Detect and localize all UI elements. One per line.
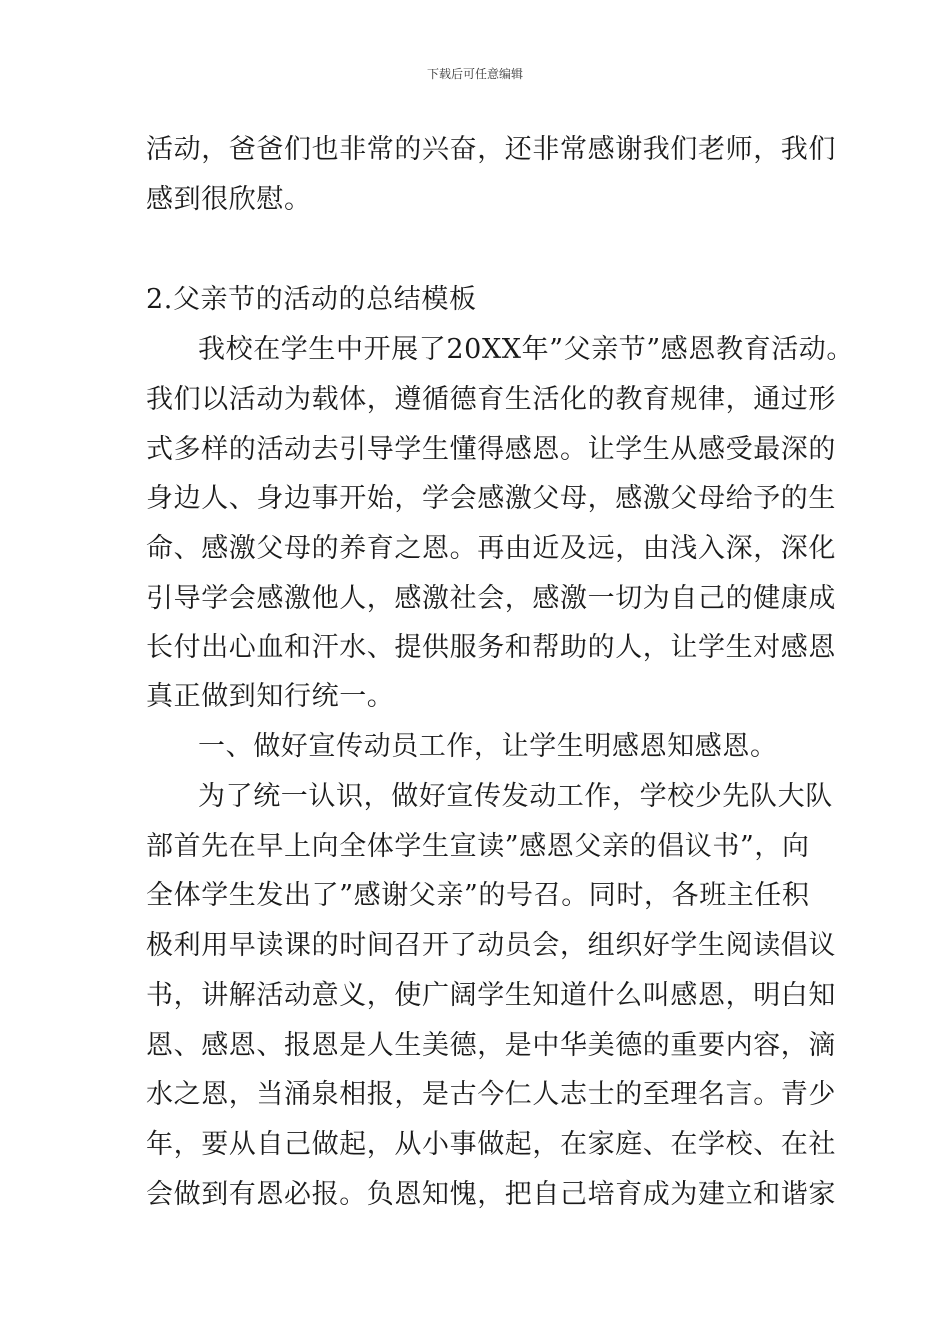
body-text-line: 年，要从自己做起，从小事做起，在家庭、在学校、在社	[146, 1129, 836, 1160]
subsection-heading: 一、做好宣传动员工作，让学生明感恩知感恩。	[198, 731, 778, 762]
body-text-line: 极利用早读课的时间召开了动员会，组织好学生阅读倡议	[146, 930, 836, 961]
body-text-line: 引导学会感激他人，感激社会，感激一切为自己的健康成	[146, 583, 836, 614]
page-header-note: 下载后可任意编辑	[426, 67, 523, 81]
body-text-line: 恩、感恩、报恩是人生美德，是中华美德的重要内容，滴	[146, 1030, 836, 1061]
body-text-line: 真正做到知行统一。	[146, 681, 395, 712]
body-text-line: 身边人、身边事开始，学会感激父母，感激父母给予的生	[146, 483, 836, 514]
body-text-line: 我们以活动为载体，遵循德育生活化的教育规律，通过形	[146, 384, 836, 415]
section-heading: 2.父亲节的活动的总结模板	[146, 284, 477, 315]
body-text-line: 会做到有恩必报。负恩知愧，把自己培育成为建立和谐家	[146, 1179, 836, 1210]
body-text-line: 活动，爸爸们也非常的兴奋，还非常感谢我们老师，我们	[146, 134, 836, 165]
body-text-line: 命、感激父母的养育之恩。再由近及远，由浅入深，深化	[146, 533, 836, 564]
body-text-line: 水之恩，当涌泉相报，是古今仁人志士的至理名言。青少	[146, 1079, 836, 1110]
body-text-line: 书，讲解活动意义，使广阔学生知道什么叫感恩，明白知	[146, 980, 836, 1011]
body-text-line: 部首先在早上向全体学生宣读”感恩父亲的倡议书”，向	[146, 831, 810, 862]
body-text-line: 感到很欣慰。	[146, 184, 312, 215]
body-text-line: 式多样的活动去引导学生懂得感恩。让学生从感受最深的	[146, 434, 836, 465]
body-text-line: 长付出心血和汗水、提供服务和帮助的人，让学生对感恩	[146, 632, 836, 663]
paragraph-first-line: 我校在学生中开展了20XX年”父亲节”感恩教育活动。	[198, 334, 855, 365]
body-text-line: 全体学生发出了”感谢父亲”的号召。同时，各班主任积	[146, 880, 810, 911]
paragraph-first-line: 为了统一认识，做好宣传发动工作，学校少先队大队	[198, 781, 833, 812]
